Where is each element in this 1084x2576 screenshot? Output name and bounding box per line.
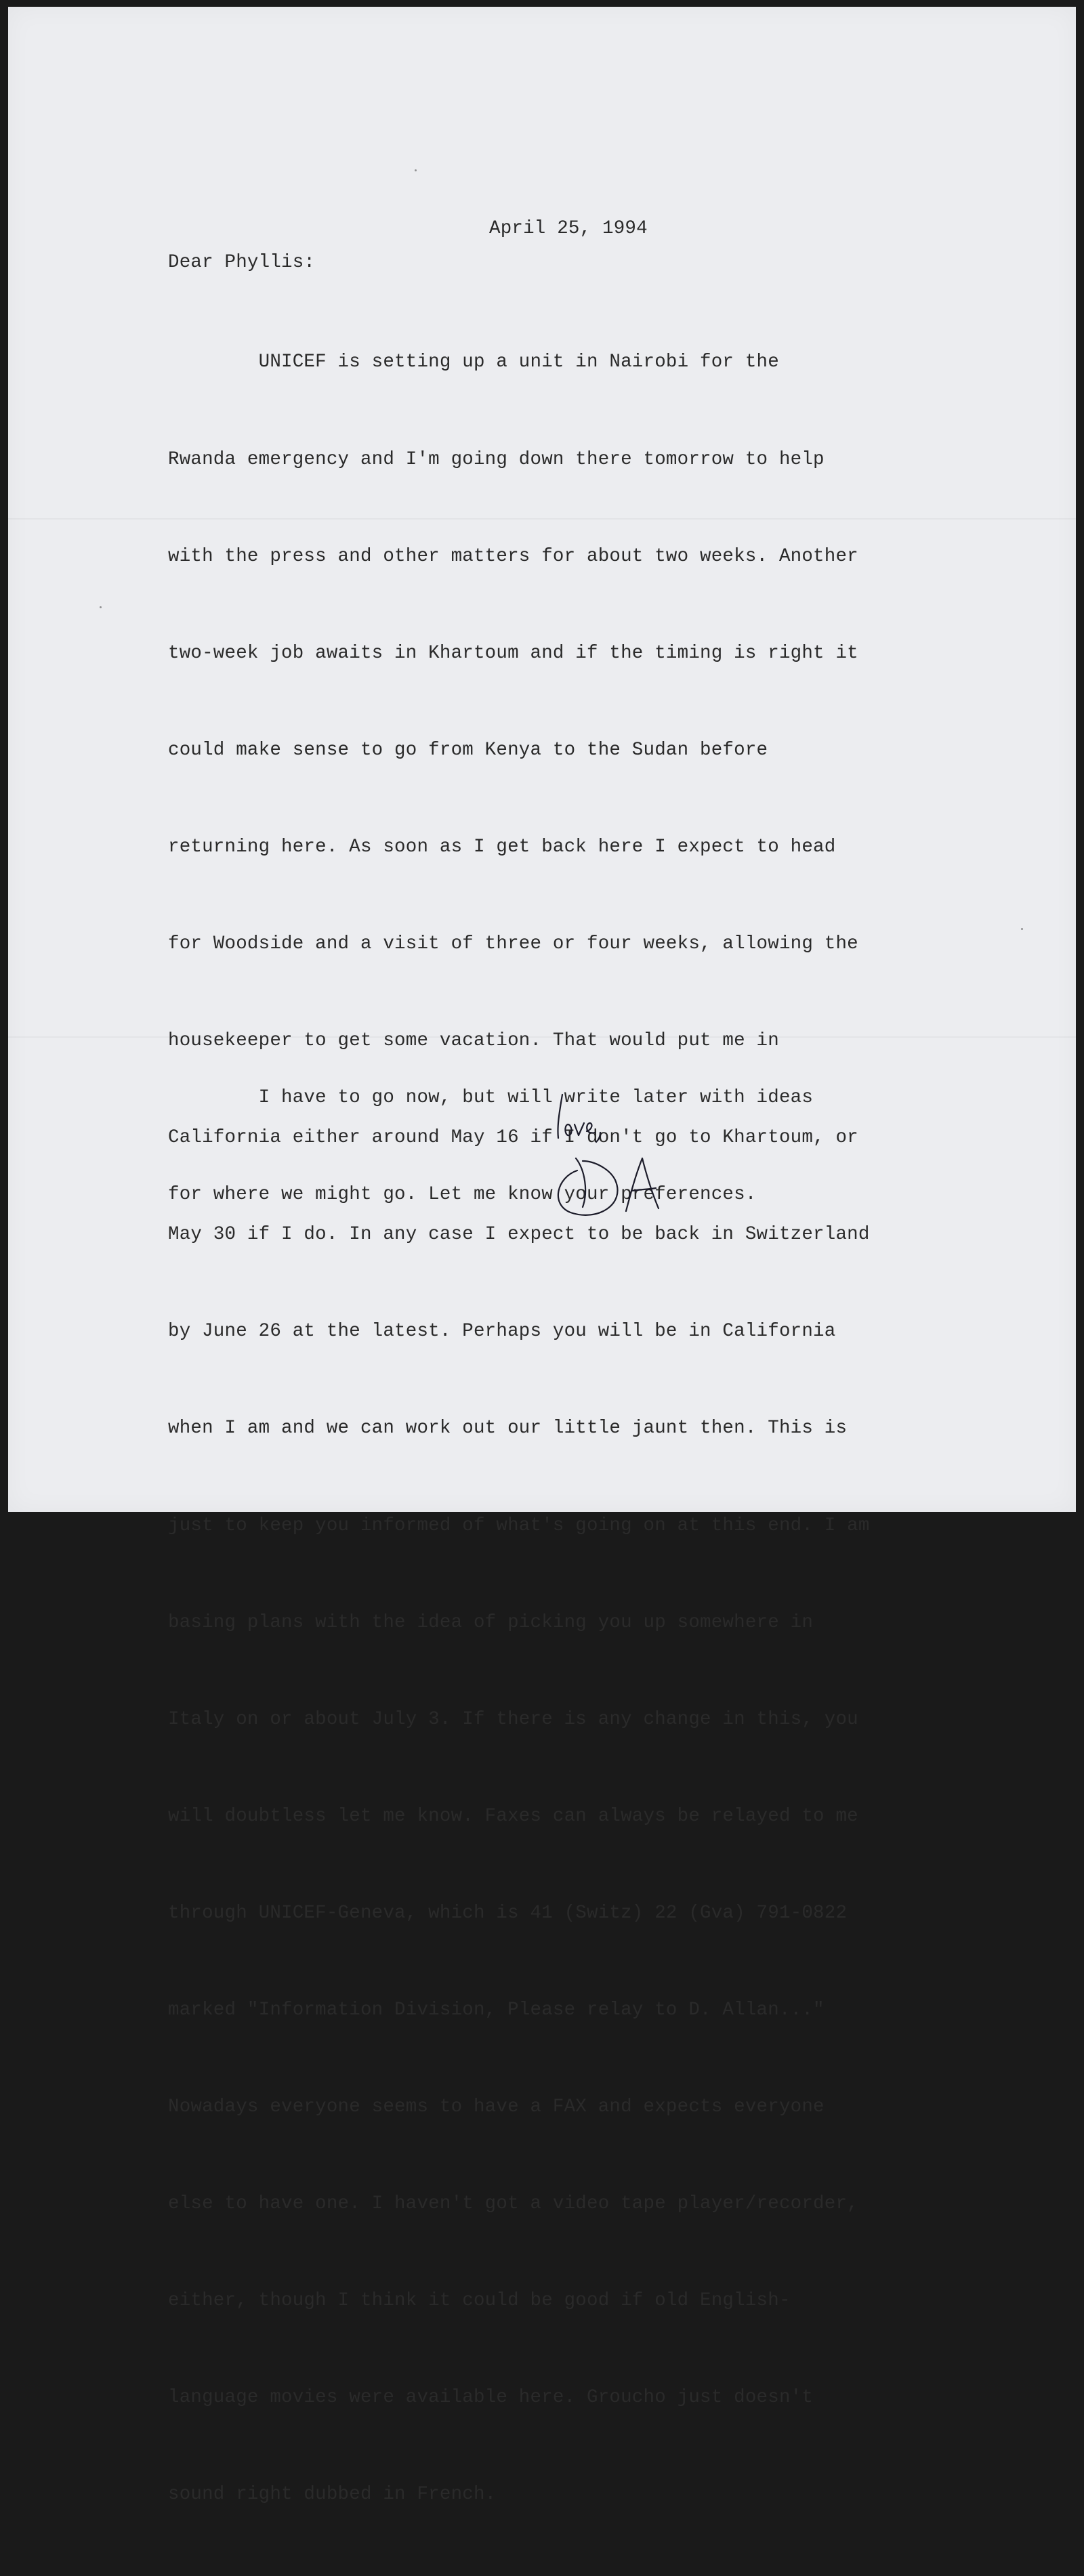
letter-salutation: Dear Phyllis: — [168, 252, 316, 273]
body-line: will doubtless let me know. Faxes can always be relayed to me — [168, 1805, 858, 1827]
body-line: two-week job awaits in Khartoum and if the timing is right it — [168, 642, 858, 664]
closing-line: I have to go now, but will write later with ideas — [168, 1087, 814, 1108]
letter-body — [168, 282, 870, 2576]
body-line: Italy on or about July 3. If there is any change in this, you — [168, 1708, 858, 1730]
body-line: through UNICEF-Geneva, which is 41 (Switz) 22 (Gva) 791-0822 — [168, 1902, 848, 1924]
body-line: when I am and we can work out our little jaunt then. This is — [168, 1418, 848, 1439]
closing-line: for where we might go. Let me know your preferences. — [168, 1183, 757, 1205]
body-line: May 30 if I do. In any case I expect to be back in Switzerland — [168, 1224, 870, 1246]
body-line: California either around May 16 if I don't go to Khartoum, or — [168, 1127, 858, 1149]
body-line: housekeeper to get some vacation. That would put me in — [168, 1030, 779, 1052]
body-line: else to have one. I haven't got a video tape player/recorder, — [168, 2193, 858, 2215]
body-line: returning here. As soon as I get back here I expect to head — [168, 836, 836, 858]
body-line: Nowadays everyone seems to have a FAX and expects everyone — [168, 2096, 825, 2118]
letter-date: April 25, 1994 — [489, 218, 648, 239]
letter-page — [8, 7, 1076, 2506]
body-line: by June 26 at the latest. Perhaps you will be in California — [168, 1321, 836, 1343]
handwritten-signoff — [550, 1091, 713, 1246]
body-line: marked "Information Division, Please relay to D. Allan..." — [168, 2000, 825, 2021]
body-line: basing plans with the idea of picking you up somewhere in — [168, 1611, 814, 1633]
paper-speck — [100, 606, 102, 608]
body-line: UNICEF is setting up a unit in Nairobi for the — [168, 352, 779, 373]
letter-closing — [168, 1017, 813, 1275]
body-line: language movies were available here. Groucho just doesn't — [168, 2387, 814, 2409]
body-line: for Woodside and a visit of three or four weeks, allowing the — [168, 933, 858, 954]
body-line: with the press and other matters for about two weeks. Another — [168, 545, 858, 567]
body-line: could make sense to go from Kenya to the Sudan before — [168, 739, 768, 761]
body-line: sound right dubbed in French. — [168, 2484, 497, 2506]
body-line: Rwanda emergency and I'm going down there tomorrow to help — [168, 448, 825, 470]
body-line: just to keep you informed of what's going on at this end. I am — [168, 1515, 870, 1536]
body-line: either, though I think it could be good if old English- — [168, 2290, 791, 2312]
paper-speck — [1021, 928, 1023, 930]
paper-speck — [415, 169, 417, 171]
